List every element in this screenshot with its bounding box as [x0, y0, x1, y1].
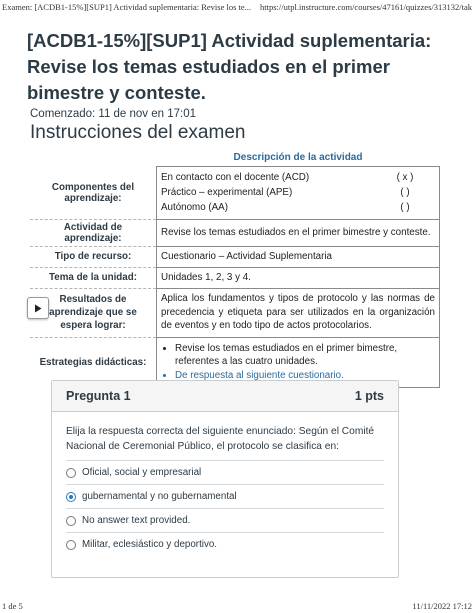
- activity-description-table: [30, 148, 440, 388]
- answer-label: Militar, eclesiástico y deportivo.: [82, 539, 218, 550]
- resource-label: Tipo de recurso:: [30, 246, 157, 267]
- table-header: Descripción de la actividad: [233, 151, 363, 163]
- activity-label: Actividad de aprendizaje:: [30, 219, 157, 246]
- answer-label: Oficial, social y empresarial: [82, 467, 202, 478]
- unit-label: Tema de la unidad:: [30, 267, 157, 288]
- print-header: [0, 0, 474, 14]
- results-label: Resultados de aprendizaje que se espera lograr:: [30, 288, 157, 337]
- components-label: Componentes del aprendizaje:: [30, 167, 157, 220]
- table-row: [30, 167, 440, 220]
- answer-label: No answer text provided.: [82, 515, 191, 526]
- list-item: • Revise los temas estudiados en el primer bimestre, referentes a las cuatro unidades.: [175, 342, 435, 368]
- answer-option[interactable]: [66, 460, 384, 484]
- component-item: Autónomo (AA) ( ): [161, 202, 410, 214]
- component-item: En contacto con el docente (ACD) ( x ): [161, 172, 414, 184]
- print-header-title: Examen: [ACDB1-15%][SUP1] Actividad suplementaria: Revise los te...: [2, 2, 252, 12]
- radio-button[interactable]: [66, 468, 76, 478]
- answer-option[interactable]: [66, 508, 384, 532]
- answer-label: gubernamental y no gubernamental: [82, 491, 237, 502]
- strategies-label: Estrategias didácticas:: [39, 357, 147, 368]
- radio-button[interactable]: [66, 492, 76, 502]
- answer-option[interactable]: [66, 484, 384, 508]
- play-button[interactable]: [27, 297, 49, 319]
- play-icon: [34, 304, 42, 313]
- print-footer: [0, 599, 474, 613]
- table-row: [30, 219, 440, 246]
- started-timestamp: Comenzado: 11 de nov en 17:01: [30, 108, 197, 120]
- table-row: [30, 246, 440, 267]
- question-card: [51, 380, 399, 578]
- answer-list: [52, 460, 398, 556]
- question-points: 1 pts: [354, 389, 384, 403]
- component-item: Práctico – experimental (APE) ( ): [161, 187, 410, 199]
- page-number: 1 de 5: [2, 601, 23, 611]
- table-row: [30, 267, 440, 288]
- print-header-url: https://utpl.instructure.com/courses/47161/quizzes/313132/tak: [260, 2, 472, 12]
- radio-button[interactable]: [66, 540, 76, 550]
- print-datetime: 11/11/2022 17:12: [412, 601, 472, 611]
- unit-value: Unidades 1, 2, 3 y 4.: [157, 267, 440, 288]
- question-text: Elija la respuesta correcta del siguiente enunciado: Según el Comité Nacional de Ceremonial Público, el protocolo se clasifica en:: [66, 426, 375, 452]
- instructions-title: Instrucciones del examen: [30, 122, 246, 143]
- answer-option[interactable]: [66, 532, 384, 556]
- quiz-title: [ACDB1-15%][SUP1] Actividad suplementaria: Revise los temas estudiados en el primer bimestre y conteste.: [27, 30, 432, 103]
- components-value: [157, 167, 440, 220]
- activity-value: Revise los temas estudiados en el primer bimestre y conteste.: [157, 219, 440, 246]
- question-header: [52, 381, 398, 412]
- question-title: Pregunta 1: [66, 389, 131, 403]
- list-item: • De respuesta al siguiente cuestionario.: [175, 369, 435, 382]
- table-row: [30, 288, 440, 337]
- resource-value: Cuestionario – Actividad Suplementaria: [157, 246, 440, 267]
- results-value: Aplica los fundamentos y tipos de protocolo y las normas de precedencia y etiqueta para ser utilizados en la organización de eventos y en todo tipo de actos protocolarios.: [157, 288, 440, 337]
- radio-button[interactable]: [66, 516, 76, 526]
- strategies-list: [161, 342, 435, 382]
